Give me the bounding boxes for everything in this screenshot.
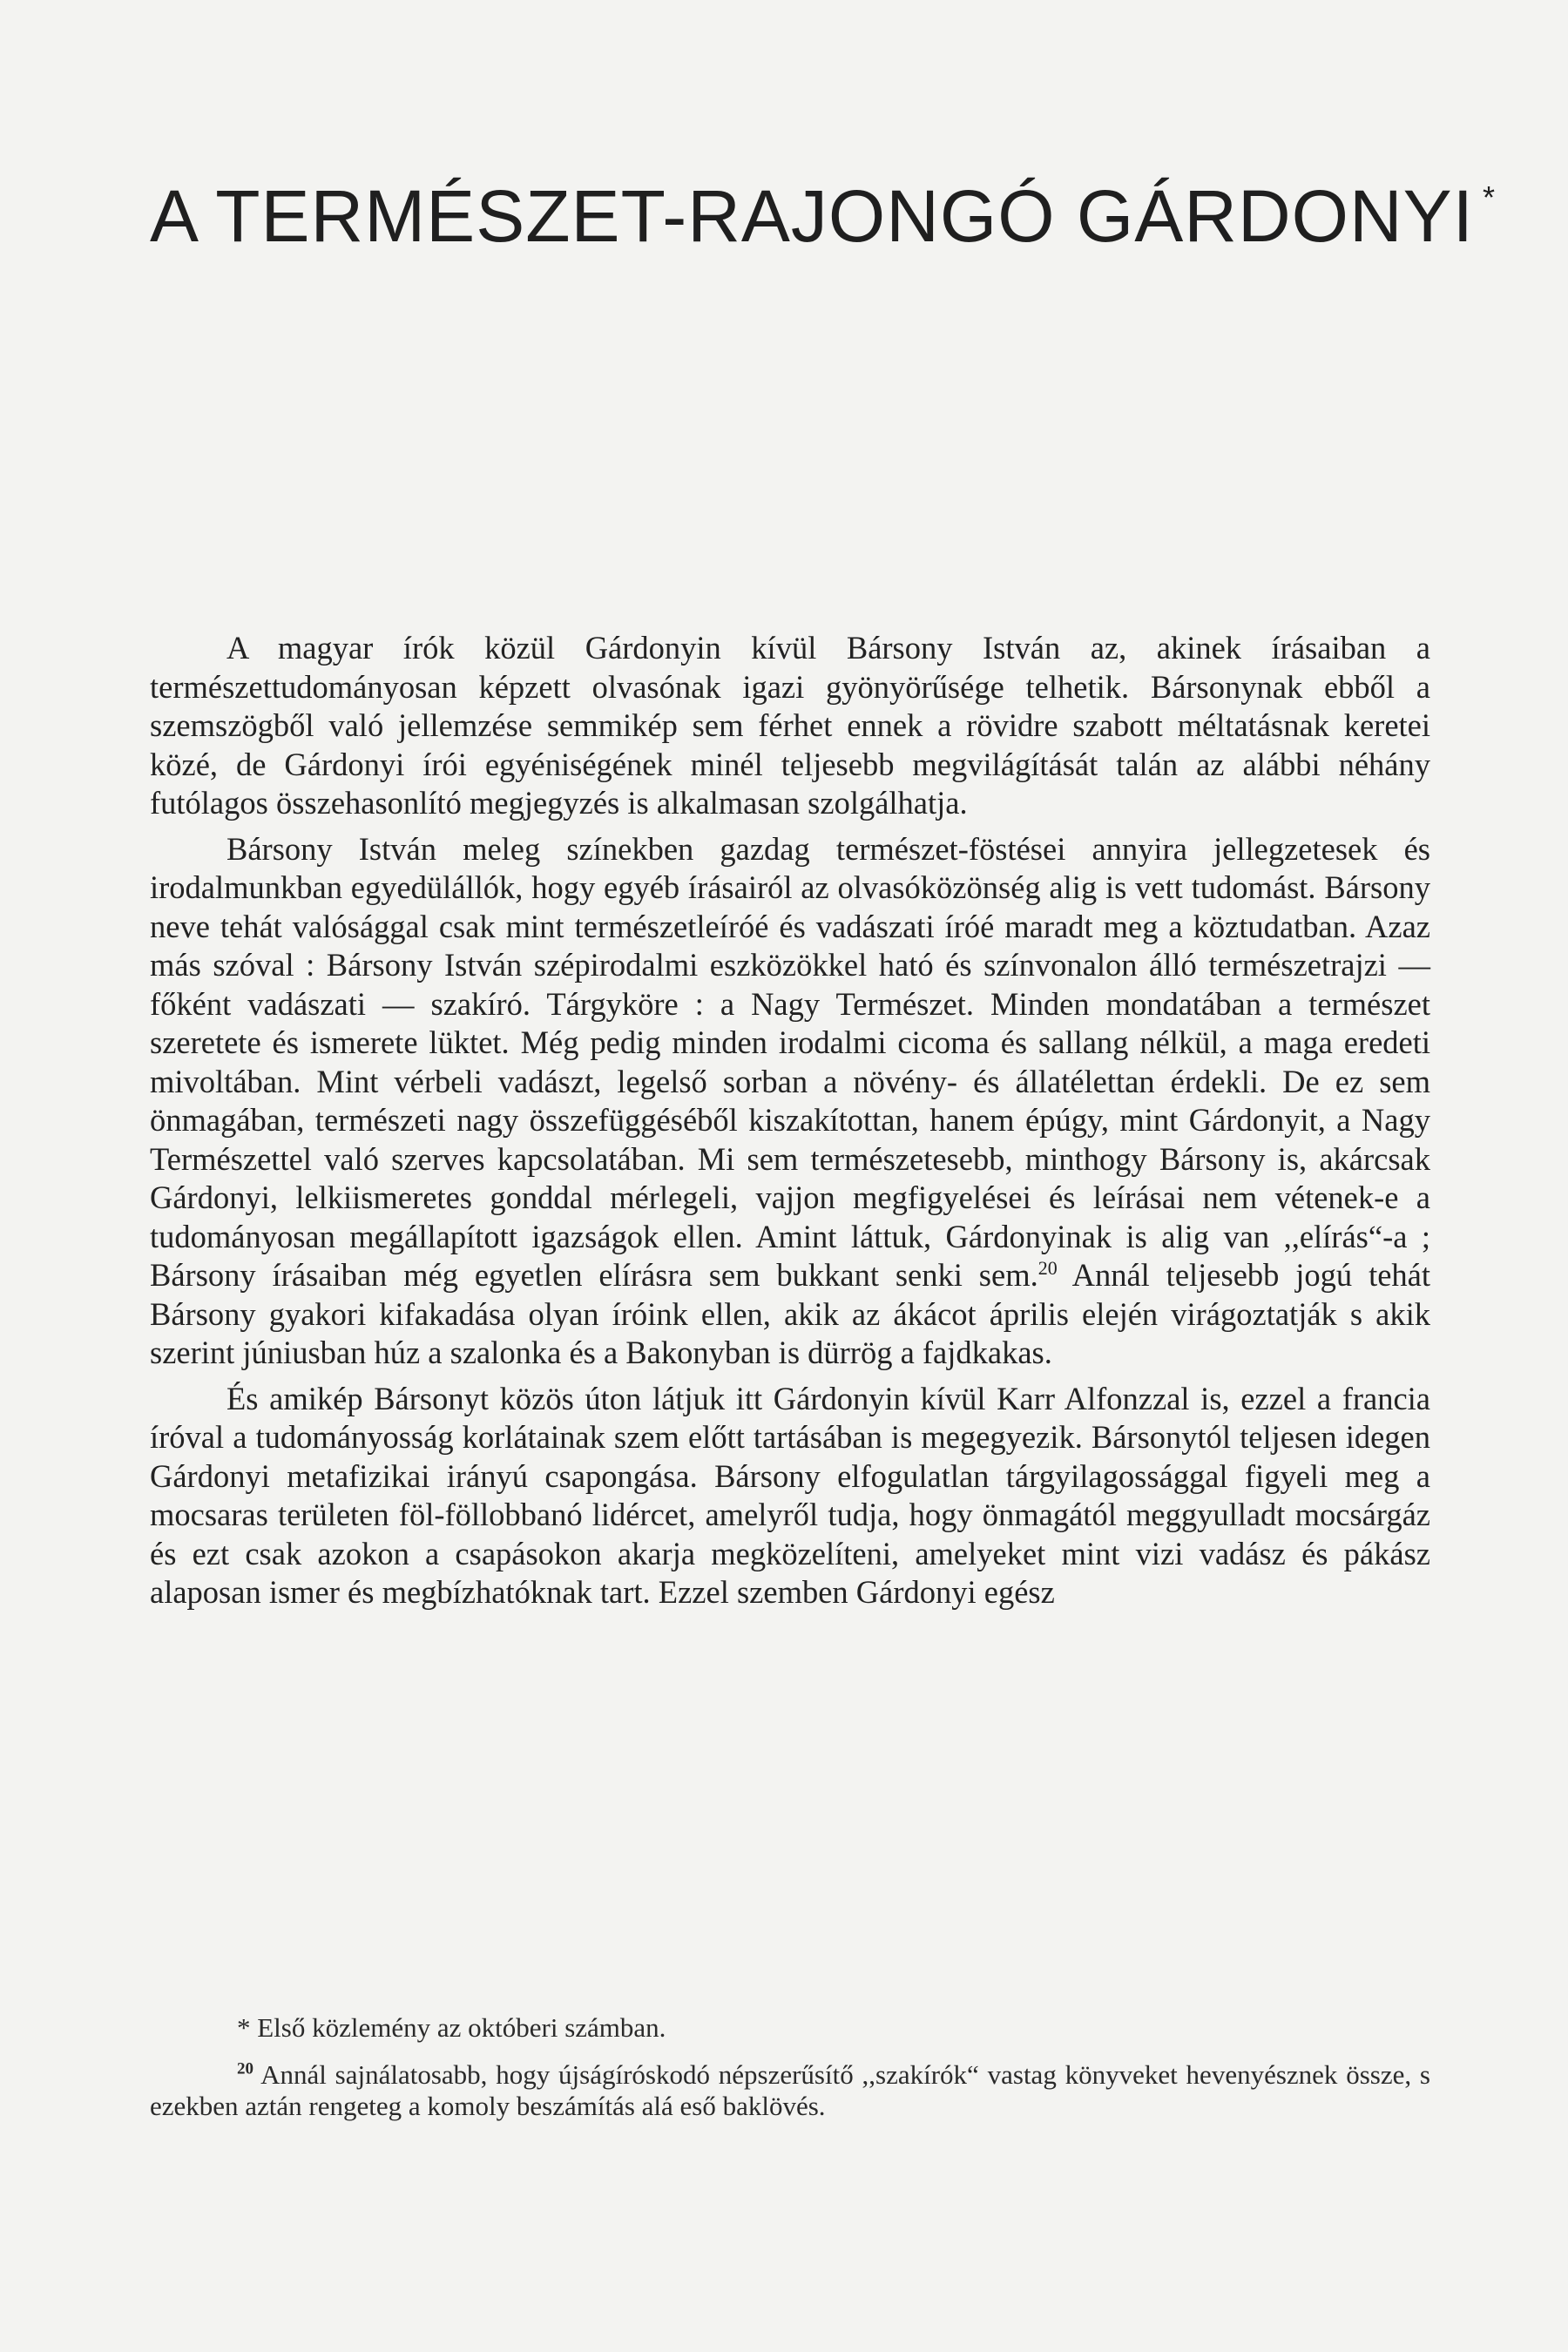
footnote-2-text: Annál sajnálatosabb, hogy újságíróskodó népszerűsítő ,,szakírók“ vastag könyveket hevenyésznek össze, s ezekben aztán rengeteg a komoly beszámítás alá eső baklövés. [150,2059,1430,2121]
footnote-1-text: Első közlemény az októberi számban. [250,2012,666,2043]
paragraph-2-continuation: Annál teljesebb jogú tehát Bársony gyakori kifakadása olyan íróink ellen, akik az ákácot április elején virágoztatják s akik szerint júniusban húz a szalonka és a Bakonyban is dürrög a fajdkakas. [150,1257,1430,1370]
article-body [150,629,1430,1612]
article-title-text: A TERMÉSZET-RAJONGÓ GÁRDONYI [150,175,1474,257]
title-footnote-marker: * [1482,179,1496,215]
footnotes [150,2012,1430,2122]
footnote-ref-20: 20 [1037,1256,1058,1279]
footnote-2 [150,2059,1430,2122]
paragraph-2-text: Bársony István meleg színekben gazdag természet-föstései annyira jellegzetesek és irodalmunkban egyedülállók, hogy egyéb írásairól az olvasóközönség alig is vett tudomást. Bársony neve tehát valósággal csak mint természetleíróé és vadászati íróé maradt meg a köztudatban. Azaz más szóval : Bársony István szépirodalmi eszközökkel ható és színvonalon álló természetrajzi — főként vadászati — szakíró. Tárgyköre : a Nagy Természet. Minden mondatában a természet szeretete és ismerete lüktet. Még pedig minden irodalmi cicoma és sallang nélkül, a maga eredeti mivoltában. Mint vérbeli vadászt, legelső sorban a növény- és állatélettan érdekli. De ez sem önmagában, természeti nagy összefüggéséből kiszakítottan, hanem épúgy, mint Gárdonyit, a Nagy Természettel való szerves kapcsolatában. Mi sem természetesebb, minthogy Bársony is, akárcsak Gárdonyi, lelkiismeretes gonddal mérlegeli, vajjon megfigyelései és leírásai nem vétenek-e a tudományosan megállapított igazságok ellen. Amint láttuk, Gárdonyinak is alig van ,,elírás“-a ; Bársony írásaiban még egyetlen elírásra sem bukkant senki sem. [150,830,1430,1293]
article-title [150,174,1496,259]
footnote-1 [150,2012,1430,2044]
paragraph-3: És amikép Bársonyt közös úton látjuk itt Gárdonyin kívül Karr Alfonzzal is, ezzel a francia íróval a tudományosság korlátainak szem előtt tartásában is megegyezik. Bársonytól teljesen idegen Gárdonyi metafizikai irányú csapongása. Bársony elfogulatlan tárgyilagossággal figyeli meg a mocsaras területen föl-föllobbanó lidércet, amelyről tudja, hogy önmagától meggyulladt mocsárgáz és ezt csak azokon a csapásokon akarja megközelíteni, amelyeket mint vizi vadász és pákász alaposan ismer és megbízhatóknak tart. Ezzel szemben Gárdonyi egész [150,1380,1430,1610]
paragraph-1: A magyar írók közül Gárdonyin kívül Bársony István az, akinek írásaiban a természettudományosan képzett olvasónak igazi gyönyörűsége telhetik. Bársonynak ebből a szemszögből való jellemzése semmikép sem férhet ennek a rövidre szabott méltatásnak keretei közé, de Gárdonyi írói egyéniségének minél teljesebb megvilágítását talán az alábbi néhány futólagos összehasonlító megjegyzés is alkalmasan szolgálhatja. [150,630,1430,821]
footnote-2-marker: 20 [237,2059,253,2078]
footnote-1-marker: * [237,2012,251,2043]
paragraph-2 [150,830,1430,1373]
